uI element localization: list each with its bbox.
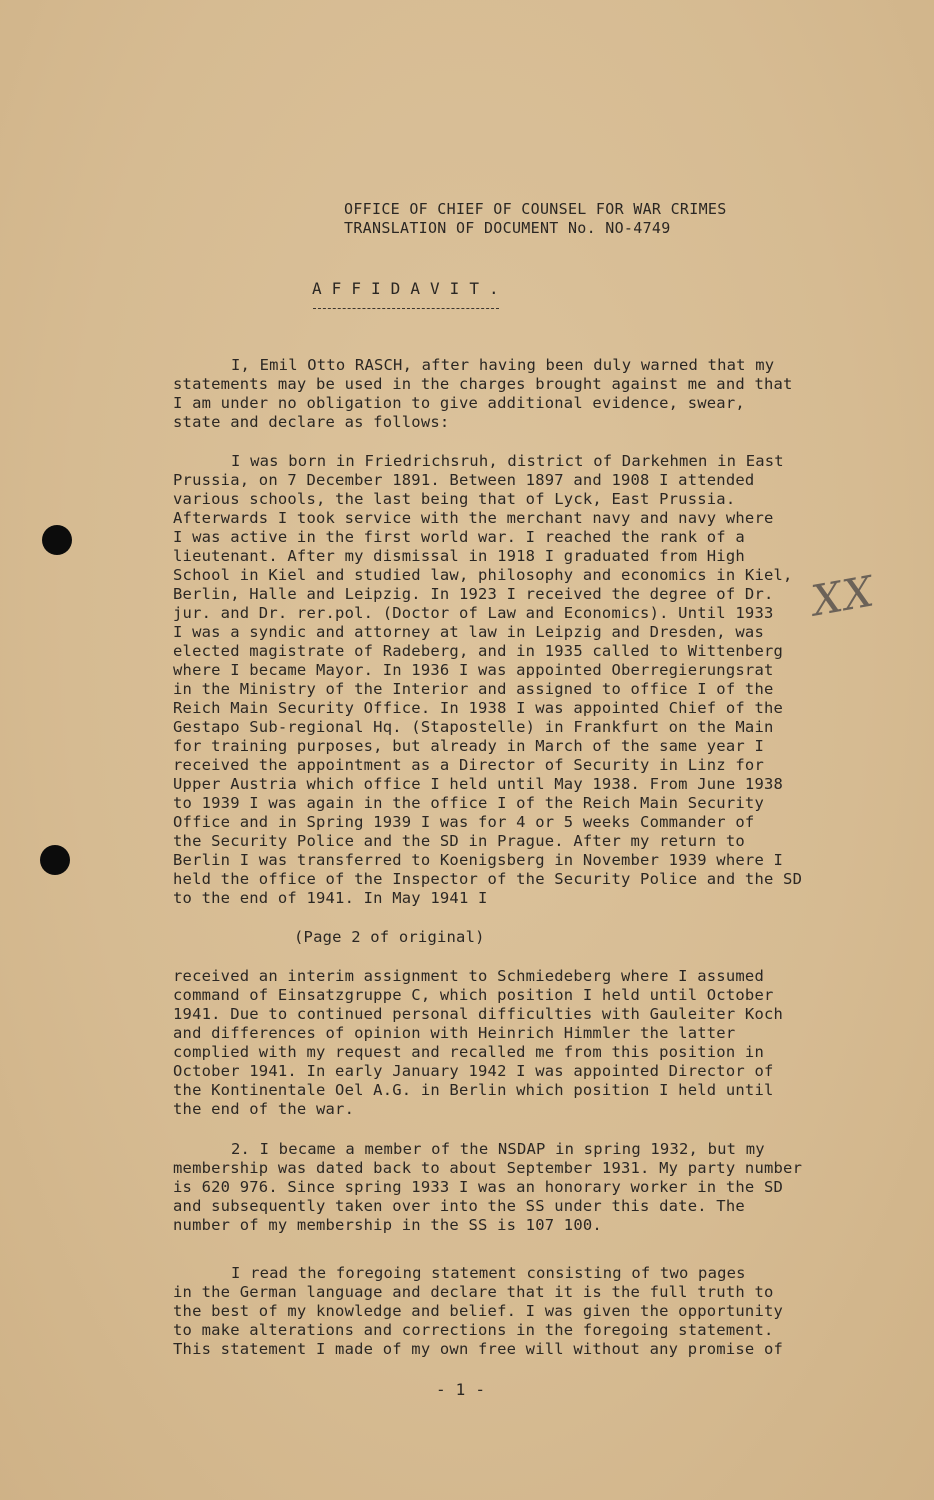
paragraph-line: School in Kiel and studied law, philosophy and economics in Kiel, [173,566,793,584]
paragraph-line: Prussia, on 7 December 1891. Between 1897 and 1908 I attended [173,471,755,489]
paragraph-line: Berlin, Halle and Leipzig. In 1923 I received the degree of Dr. [173,585,774,603]
paragraph-line: Berlin I was transferred to Koenigsberg in November 1939 where I [173,851,784,869]
intro-line: I am under no obligation to give additional evidence, swear, [173,394,745,412]
paragraph-line: 2. I became a member of the NSDAP in spring 1932, but my [231,1140,765,1158]
intro-line: state and declare as follows: [173,413,450,431]
paragraph-line: Reich Main Security Office. In 1938 I was appointed Chief of the [173,699,784,717]
paragraph-line: in the Ministry of the Interior and assigned to office I of the [173,680,774,698]
paragraph-line: Upper Austria which office I held until May 1938. From June 1938 [173,775,784,793]
closing-line: This statement I made of my own free will without any promise of [173,1340,784,1358]
paragraph-line: held the office of the Inspector of the Security Police and the SD [173,870,803,888]
paragraph-line: I was born in Friedrichsruh, district of Darkehmen in East [231,452,784,470]
paragraph-line: 1941. Due to continued personal difficulties with Gauleiter Koch [173,1005,784,1023]
page-marker: (Page 2 of original) [294,928,485,946]
closing-line: the best of my knowledge and belief. I was given the opportunity [173,1302,784,1320]
paragraph-line: command of Einsatzgruppe C, which position I held until October [173,986,774,1004]
paragraph-line: received an interim assignment to Schmiedeberg where I assumed [173,967,764,985]
intro-line: I, Emil Otto RASCH, after having been duly warned that my [231,356,775,374]
paragraph-line: received the appointment as a Director of Security in Linz for [173,756,764,774]
paragraph-line: to the end of 1941. In May 1941 I [173,889,488,907]
paragraph-line: October 1941. In early January 1942 I was appointed Director of [173,1062,774,1080]
paragraph-line: Office and in Spring 1939 I was for 4 or 5 weeks Commander of [173,813,755,831]
document-title: A F F I D A V I T . [312,279,499,298]
paragraph-line: where I became Mayor. In 1936 I was appointed Oberregierungsrat [173,661,774,679]
header-translation: TRANSLATION OF DOCUMENT No. NO-4749 [344,219,671,237]
closing-line: in the German language and declare that it is the full truth to [173,1283,774,1301]
intro-line: statements may be used in the charges brought against me and that [173,375,793,393]
punch-hole [40,845,70,875]
paragraph-line: and subsequently taken over into the SS under this date. The [173,1197,745,1215]
paragraph-line: to 1939 I was again in the office I of the Reich Main Security [173,794,764,812]
title-underline [313,308,499,309]
paragraph-line: the Security Police and the SD in Prague. After my return to [173,832,745,850]
paragraph-line: is 620 976. Since spring 1933 I was an honorary worker in the SD [173,1178,784,1196]
closing-line: to make alterations and corrections in the foregoing statement. [173,1321,774,1339]
paragraph-line: Afterwards I took service with the merchant navy and navy where [173,509,774,527]
paragraph-line: and differences of opinion with Heinrich Himmler the latter [173,1024,736,1042]
paragraph-line: membership was dated back to about September 1931. My party number [173,1159,803,1177]
page-number: - 1 - [436,1380,486,1399]
paragraph-line: various schools, the last being that of Lyck, East Prussia. [173,490,736,508]
punch-hole [42,525,72,555]
paragraph-line: elected magistrate of Radeberg, and in 1935 called to Wittenberg [173,642,784,660]
paragraph-line: the Kontinentale Oel A.G. in Berlin which position I held until [173,1081,774,1099]
paragraph-line: I was active in the first world war. I reached the rank of a [173,528,745,546]
paragraph-line: lieutenant. After my dismissal in 1918 I graduated from High [173,547,745,565]
paragraph-line: for training purposes, but already in March of the same year I [173,737,764,755]
closing-line: I read the foregoing statement consisting of two pages [231,1264,746,1282]
paragraph-line: jur. and Dr. rer.pol. (Doctor of Law and Economics). Until 1933 [173,604,774,622]
margin-handwritten-mark: X X [808,567,871,626]
paragraph-line: complied with my request and recalled me from this position in [173,1043,764,1061]
paragraph-line: number of my membership in the SS is 107 100. [173,1216,602,1234]
paragraph-line: the end of the war. [173,1100,355,1118]
header-office: OFFICE OF CHIEF OF COUNSEL FOR WAR CRIMES [344,200,727,218]
paragraph-line: I was a syndic and attorney at law in Leipzig and Dresden, was [173,623,764,641]
paragraph-line: Gestapo Sub-regional Hq. (Stapostelle) in Frankfurt on the Main [173,718,774,736]
